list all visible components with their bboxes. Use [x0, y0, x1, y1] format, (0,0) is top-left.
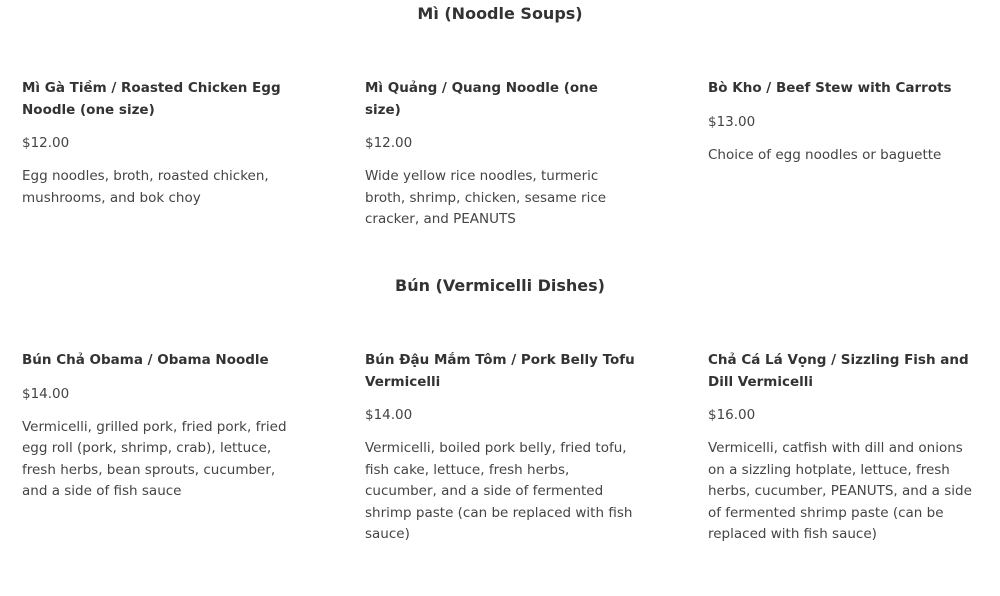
- item-price: $14.00: [365, 407, 413, 423]
- menu-item: [22, 78, 292, 209]
- item-description: Vermicelli, boiled pork belly, fried tofu, fish cake, lettuce, fresh herbs, cucumber, and a side of fermented shrimp paste (can be replaced with fish sauce): [365, 440, 633, 542]
- item-name: Bún Đậu Mắm Tôm / Pork Belly Tofu Vermicelli: [365, 352, 635, 390]
- item-price: $12.00: [22, 135, 70, 151]
- item-price: $16.00: [708, 407, 756, 423]
- item-description: Vermicelli, grilled pork, fried pork, fried egg roll (pork, shrimp, crab), lettuce, fresh herbs, bean sprouts, cucumber, and a side of fish sauce: [22, 418, 287, 499]
- item-description: Egg noodles, broth, roasted chicken, mushrooms, and bok choy: [22, 168, 269, 206]
- section-title: Bún (Vermicelli Dishes): [395, 276, 605, 295]
- menu-item: [365, 78, 635, 231]
- item-name: Mì Gà Tiềm / Roasted Chicken Egg Noodle (one size): [22, 80, 281, 118]
- item-description: Choice of egg noodles or baguette: [708, 146, 942, 163]
- item-description: Wide yellow rice noodles, turmeric broth, shrimp, chicken, sesame rice cracker, and PEANUTS: [365, 168, 607, 227]
- menu-item: [708, 78, 978, 166]
- item-name: Bò Kho / Beef Stew with Carrots: [708, 80, 952, 96]
- item-name: Chả Cá Lá Vọng / Sizzling Fish and Dill Vermicelli: [708, 352, 969, 390]
- item-price: $13.00: [708, 113, 756, 130]
- item-name: Bún Chả Obama / Obama Noodle: [22, 352, 269, 368]
- menu-item: [708, 350, 978, 546]
- section-title: Mì (Noodle Soups): [417, 4, 583, 23]
- menu-item: [22, 350, 292, 503]
- item-name: Mì Quảng / Quang Noodle (one size): [365, 80, 598, 118]
- item-price: $14.00: [22, 385, 70, 402]
- menu-item: [365, 350, 635, 546]
- item-price: $12.00: [365, 135, 413, 151]
- item-description: Vermicelli, catfish with dill and onions on a sizzling hotplate, lettuce, fresh herbs, cucumber, PEANUTS, and a side of fermented shrimp paste (can be replaced with fish sauce): [708, 440, 972, 542]
